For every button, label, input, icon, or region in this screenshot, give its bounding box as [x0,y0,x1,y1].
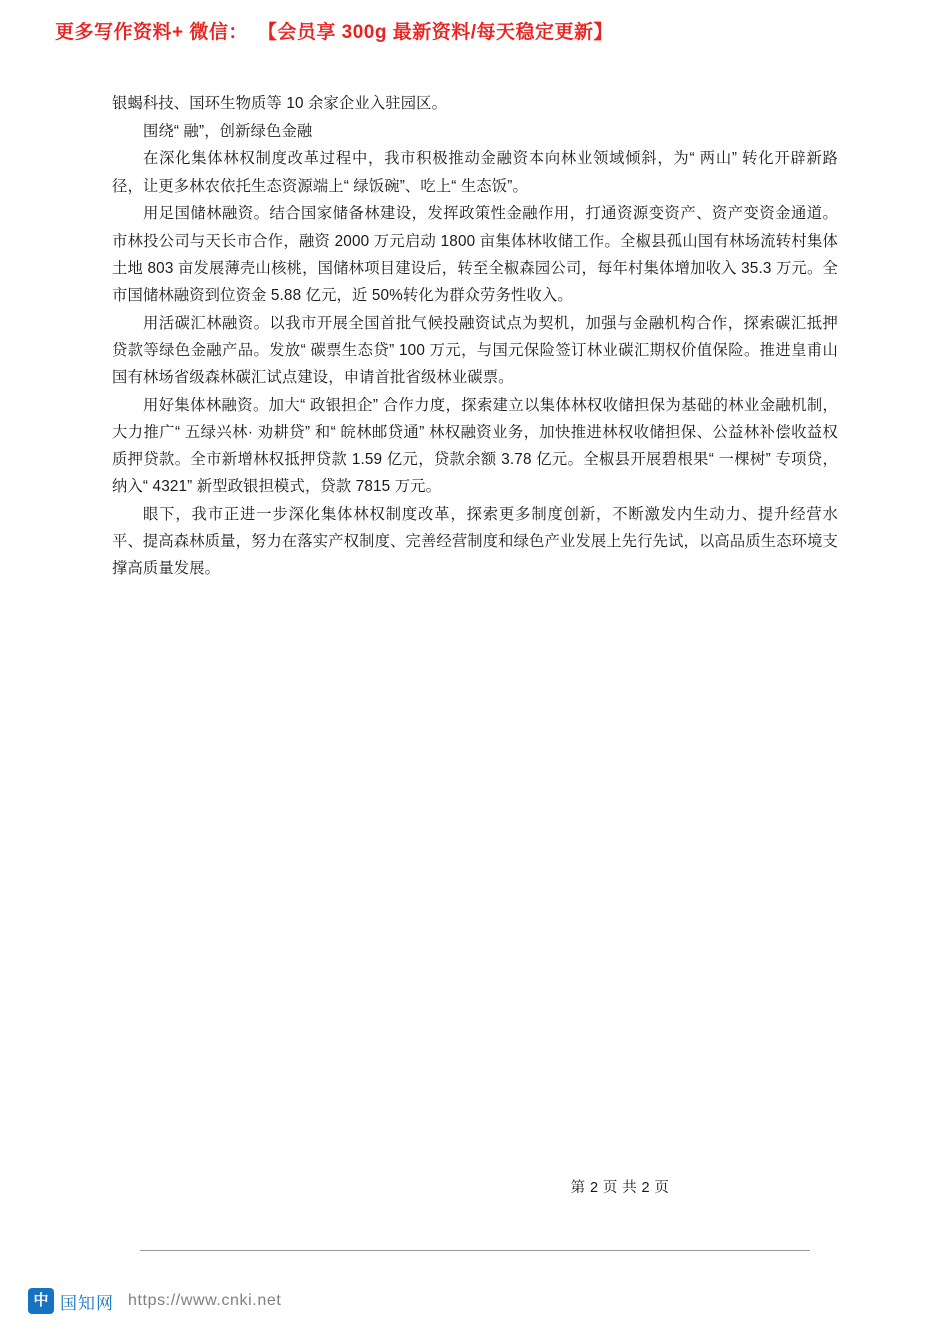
cnki-badge-icon: 中 [28,1288,54,1314]
page-number: 第 2 页 共 2 页 [570,1180,670,1196]
paragraph: 围绕“ 融”，创新绿色金融 [143,122,313,140]
promo-banner [55,14,895,46]
cnki-url: https://www.cnki.net [128,1292,282,1309]
cnki-logo [28,1288,114,1314]
cnki-watermark [28,1288,281,1314]
promo-left-text: 更多写作资料+ 微信： [55,21,248,43]
paragraph: 用足国储林融资。结合国家储备林建设，发挥政策性金融作用，打通资源变资产、资产变资金通道。市林投公司与天长市合作，融资 2000 万元启动 1800 亩集体林收储工作。全椒县孤山国有林场流转村集体土地 803 亩发展薄壳山核桃，国储林项目建设后，转至全椒森园公司，每年村集体增加收入 35.3 万元。全市国储林融资到位资金 5.88 亿元，近 50%转化为群众劳务性收入。 [112,205,838,304]
cnki-name: 国知网 [60,1293,114,1313]
paragraph: 银蝎科技、国环生物质等 10 余家企业入驻园区。 [112,95,448,112]
paragraph: 在深化集体林权制度改革过程中，我市积极推动金融资本向林业领域倾斜，为“ 两山” 转化开辟新路径，让更多林农依托生态资源端上“ 绿饭碗”、吃上“ 生态饭”。 [112,150,838,195]
document-body [112,90,838,583]
footer-divider [140,1250,810,1251]
paragraph: 用好集体林融资。加大“ 政银担企” 合作力度，探索建立以集体林权收储担保为基础的林业金融机制，大力推广“ 五绿兴林· 劝耕贷” 和“ 皖林邮贷通” 林权融资业务，加快推进林权收储担保、公益林补偿收益权质押贷款。全市新增林权抵押贷款 1.59 亿元，贷款余额 3.78 亿元。全椒县开展碧根果“ 一棵树” 专项贷，纳入“ 4321” 新型政银担模式，贷款 7815 万元。 [112,396,838,496]
promo-right-text: 【会员享 300g 最新资料/每天稳定更新】 [257,21,614,43]
paragraph: 眼下，我市正进一步深化集体林权制度改革，探索更多制度创新，不断激发内生动力、提升经营水平、提高森林质量，努力在落实产权制度、完善经营制度和绿色产业发展上先行先试，以高品质生态环境支撑高质量发展。 [112,506,839,578]
paragraph: 用活碳汇林融资。以我市开展全国首批气候投融资试点为契机，加强与金融机构合作，探索碳汇抵押贷款等绿色金融产品。发放“ 碳票生态贷” 100 万元，与国元保险签订林业碳汇期权价值保险。推进皇甫山国有林场省级森林碳汇试点建设，申请首批省级林业碳票。 [112,314,838,387]
